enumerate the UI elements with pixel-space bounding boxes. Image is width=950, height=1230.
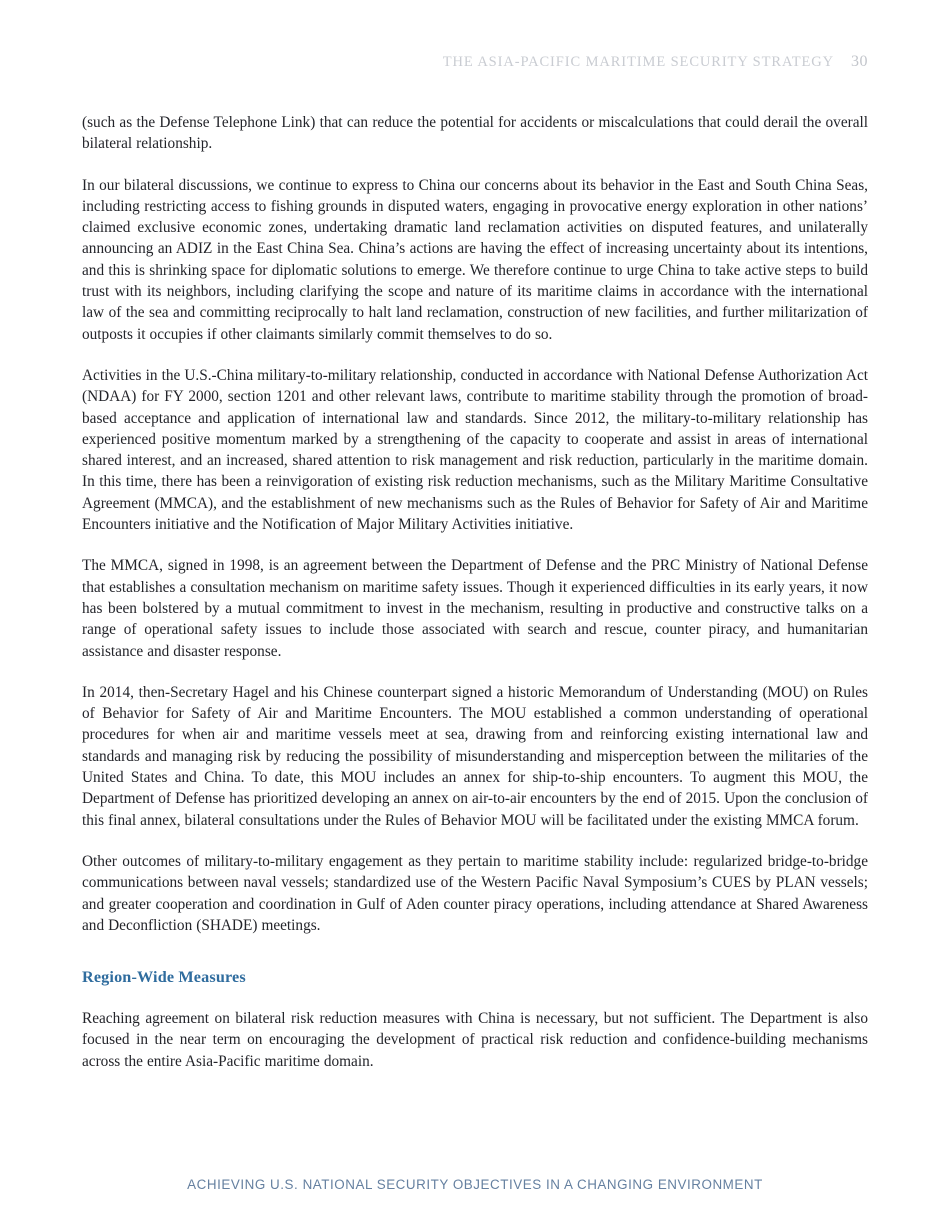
footer-text: ACHIEVING U.S. NATIONAL SECURITY OBJECTIVES IN A CHANGING ENVIRONMENT [187, 1177, 763, 1192]
heading-spacer [82, 956, 868, 967]
body-paragraph-6: Other outcomes of military-to-military engagement as they pertain to maritime stability include: regularized bridge-to-bridge communications between naval vessels; standardized use of the Western Pacific Naval Symposium’s CUES by PLAN vessels; and greater cooperation and coordination in Gulf of Aden counter piracy operations, including attendance at Shared Awareness and Deconfliction (SHADE) meetings. [82, 852, 868, 934]
body-paragraph-1: (such as the Defense Telephone Link) that can reduce the potential for accidents or miscalculations that could derail the overall bilateral relationship. [82, 114, 868, 153]
header-document-title: THE ASIA-PACIFIC MARITIME SECURITY STRATEGY [442, 54, 834, 70]
running-header [82, 53, 868, 71]
page-body-column [82, 112, 868, 1072]
body-paragraph-5: In 2014, then-Secretary Hagel and his Chinese counterpart signed a historic Memorandum of Understanding (MOU) on Rules of Behavior for Safety of Air and Maritime Encounters. The MOU established a common understanding of operational procedures for when air and maritime vessels meet at sea, drawing from and reinforcing existing international law and standards and managing risk by reducing the possibility of misunderstanding and misperception between the militaries of the United States and China. To date, this MOU includes an annex for ship-to-ship encounters. To augment this MOU, the Department of Defense has prioritized developing an annex on air-to-air encounters by the end of 2015. Upon the conclusion of this final annex, bilateral consultations under the Rules of Behavior MOU will be facilitated under the existing MMCA forum. [82, 683, 868, 829]
body-paragraph-4: The MMCA, signed in 1998, is an agreement between the Department of Defense and the PRC Ministry of National Defense that establishes a consultation mechanism on maritime safety issues. Though it experienced difficulties in its early years, it now has been bolstered by a mutual commitment to invest in the mechanism, resulting in productive and constructive talks on a range of operational safety issues to include those associated with search and rescue, counter piracy, and humanitarian assistance and disaster response. [82, 557, 868, 660]
body-paragraph-2: In our bilateral discussions, we continue to express to China our concerns about its behavior in the East and South China Seas, including restricting access to fishing grounds in disputed waters, engaging in provocative energy exploration in other nations’ claimed exclusive economic zones, undertaking dramatic land reclamation activities on disputed features, and unilaterally announcing an ADIZ in the East China Sea. China’s actions are having the effect of increasing uncertainty about its intentions, and this is shrinking space for diplomatic solutions to emerge. We therefore continue to urge China to take active steps to build trust with its neighbors, including clarifying the scope and nature of its maritime claims in accordance with the international law of the sea and committing reciprocally to halt land reclamation, construction of new facilities, and further militarization of outposts it occupies if other claimants similarly commit themselves to do so. [82, 176, 868, 343]
header-page-number: 30 [851, 53, 868, 70]
body-paragraph-3: Activities in the U.S.-China military-to-military relationship, conducted in accordance with National Defense Authorization Act (NDAA) for FY 2000, section 1201 and other relevant laws, contribute to maritime stability through the promotion of broad-based acceptance and application of international law and standards. Since 2012, the military-to-military relationship has experienced positive momentum marked by a strengthening of the capacity to cooperate and assist in areas of international shared interest, and an increased, shared attention to risk management and risk reduction, particularly in the maritime domain. In this time, there has been a reinvigoration of existing risk reduction mechanisms, such as the Military Maritime Consultative Agreement (MMCA), and the establishment of new mechanisms such as the Rules of Behavior for Safety of Air and Maritime Encounters initiative and the Notification of Major Military Activities initiative. [82, 366, 868, 534]
section-heading-region-wide-measures: Region-Wide Measures [82, 968, 246, 987]
running-footer [0, 1170, 950, 1230]
body-paragraph-7: Reaching agreement on bilateral risk reduction measures with China is necessary, but not sufficient. The Department is also focused in the near term on encouraging the development of practical risk reduction and confidence-building mechanisms across the entire Asia-Pacific maritime domain. [82, 1010, 868, 1070]
